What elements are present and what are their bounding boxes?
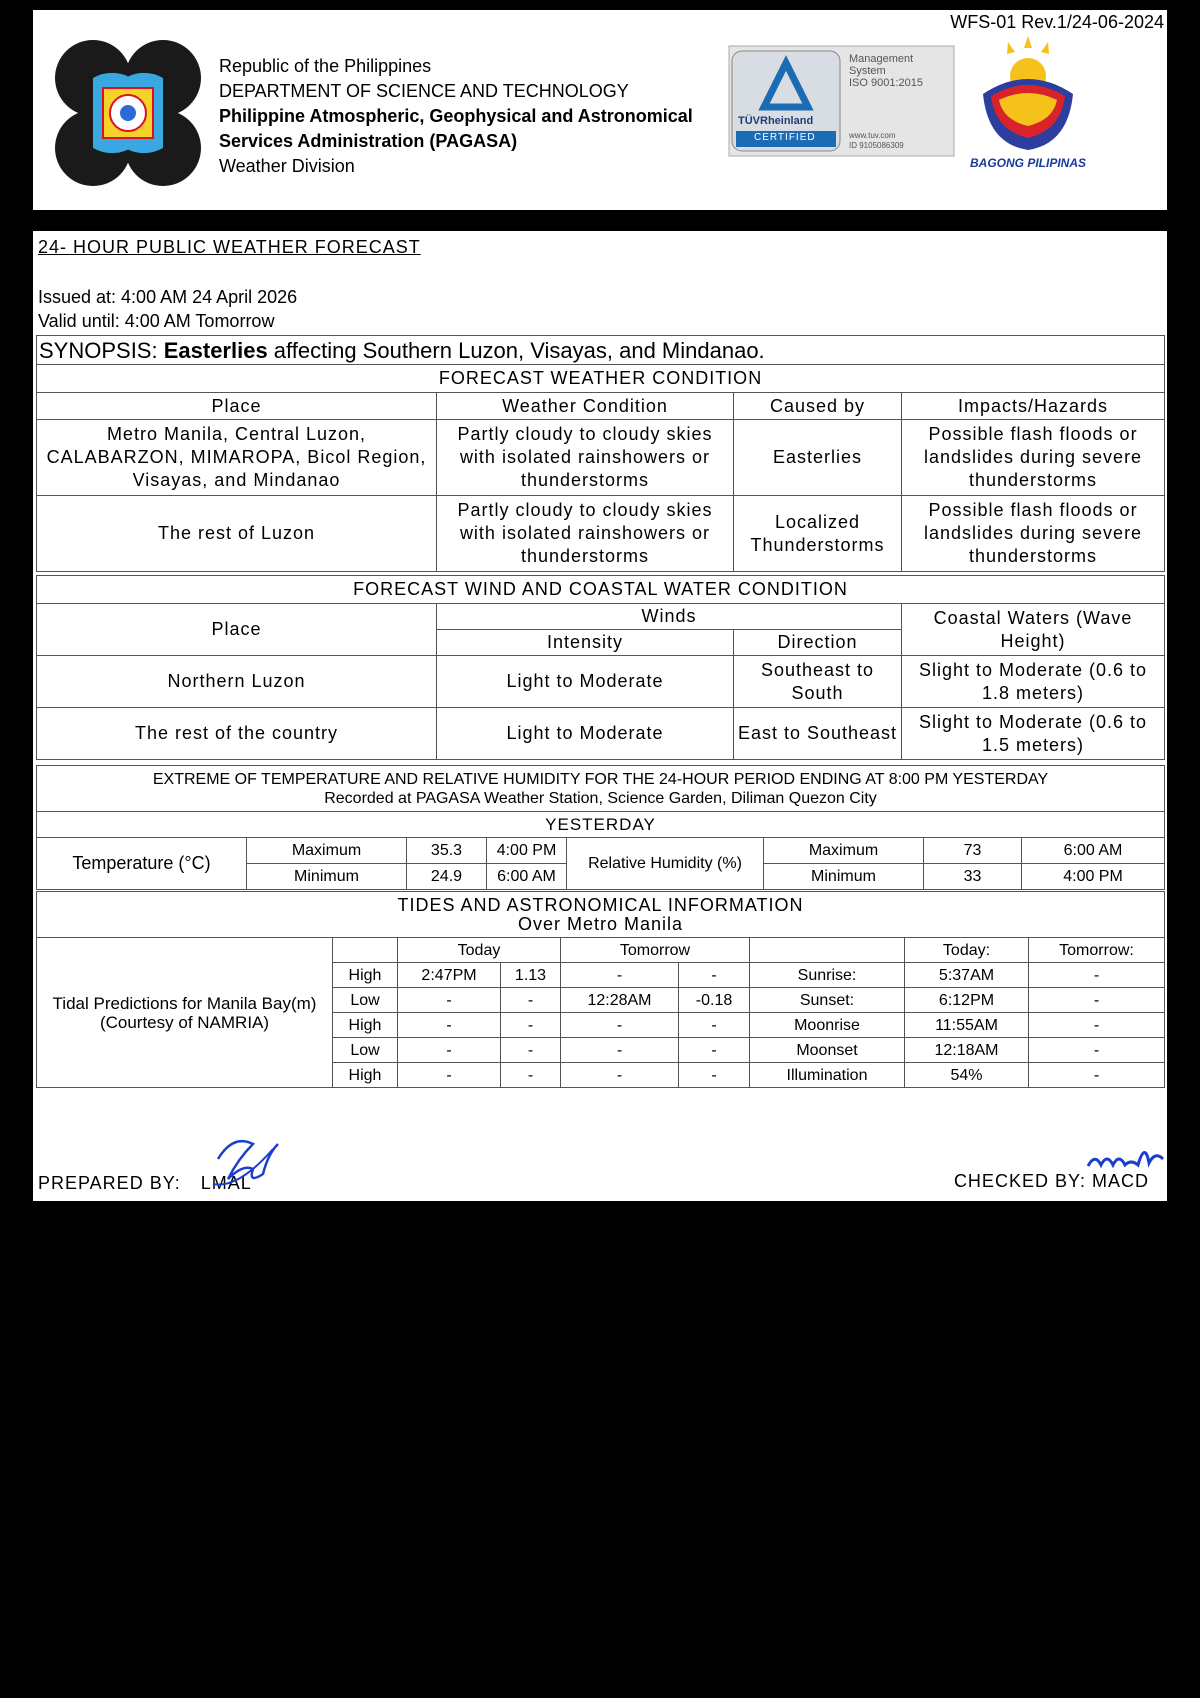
- weather-cell: Partly cloudy to cloudy skies with isolated rainshowers or thunderstorms: [437, 496, 734, 572]
- letterhead: [33, 10, 1167, 210]
- tuv-line1: Management: [849, 53, 914, 65]
- tidal-predictions-label: Tidal Predictions for Manila Bay(m) (Courtesy of NAMRIA): [37, 938, 333, 1088]
- table-row: [37, 708, 1165, 760]
- col-caused-by: Caused by: [734, 393, 902, 420]
- direction-cell: Southeast to South: [734, 656, 902, 708]
- table-row: High 2:47PM 1.13 - - Sunrise: 5:37AM -: [37, 963, 1165, 988]
- forecast-wind-heading: FORECAST WIND AND COASTAL WATER CONDITION: [37, 576, 1165, 604]
- forecast-weather-heading: FORECAST WEATHER CONDITION: [37, 365, 1165, 393]
- place-cell: Northern Luzon: [37, 656, 437, 708]
- temperature-label: Temperature (°C): [37, 838, 247, 890]
- tides-table: [36, 891, 1165, 1088]
- pagasa-line-1: Philippine Atmospheric, Geophysical and Astronomical: [219, 106, 693, 126]
- temp-max-label: Maximum: [247, 838, 407, 864]
- table-row: Low - - 12:28AM -0.18 Sunset: 6:12PM -: [37, 988, 1165, 1013]
- temp-min-time: 6:00 AM: [487, 864, 567, 890]
- yesterday-label: YESTERDAY: [37, 812, 1165, 838]
- weather-cell: Partly cloudy to cloudy skies with isolated rainshowers or thunderstorms: [437, 420, 734, 496]
- agency-name: [219, 54, 693, 179]
- cause-cell: Easterlies: [734, 420, 902, 496]
- tuv-certified: CERTIFIED: [754, 132, 816, 143]
- col-wind-place: Place: [37, 604, 437, 656]
- checked-by-signature: [1083, 1131, 1167, 1181]
- table-row: High - - - - Moonrise 11:55AM -: [37, 1013, 1165, 1038]
- table-row: [37, 420, 1165, 496]
- pagasa-logo: [53, 38, 203, 188]
- checked-by-name: MACD: [1092, 1171, 1149, 1191]
- table-row: [37, 656, 1165, 708]
- place-cell: Metro Manila, Central Luzon, CALABARZON, MIMAROPA, Bicol Region, Visayas, and Mindanao: [37, 420, 437, 496]
- republic-line: Republic of the Philippines: [219, 56, 432, 76]
- prepared-by-name: LMAL: [200, 1173, 252, 1193]
- humidity-label: Relative Humidity (%): [567, 838, 764, 890]
- form-code: WFS-01 Rev.1/24-06-2024: [950, 12, 1164, 32]
- col-weather-condition: Weather Condition: [437, 393, 734, 420]
- pagasa-line-2: Services Administration (PAGASA): [219, 131, 518, 151]
- dost-line: DEPARTMENT OF SCIENCE AND TECHNOLOGY: [219, 81, 629, 101]
- table-row: [37, 496, 1165, 572]
- tides-tomorrow-header: Tomorrow: [561, 938, 750, 963]
- astro-today-header: Today:: [905, 938, 1029, 963]
- forecast-document: [33, 231, 1167, 1201]
- place-cell: The rest of the country: [37, 708, 437, 760]
- rh-min-value: 33: [924, 864, 1022, 890]
- direction-cell: East to Southeast: [734, 708, 902, 760]
- table-row: High - - - - Illumination 54% -: [37, 1063, 1165, 1088]
- division-line: Weather Division: [219, 156, 355, 176]
- forecast-weather-table: [36, 335, 1165, 572]
- impact-cell: Possible flash floods or landslides during severe thunderstorms: [902, 496, 1165, 572]
- valid-until: Valid until: 4:00 AM Tomorrow: [38, 311, 275, 331]
- temp-min-label: Minimum: [247, 864, 407, 890]
- col-impacts: Impacts/Hazards: [902, 393, 1165, 420]
- rh-max-value: 73: [924, 838, 1022, 864]
- extremes-heading: EXTREME OF TEMPERATURE AND RELATIVE HUMIDITY FOR THE 24-HOUR PERIOD ENDING AT 8:00 PM YESTERDAY Recorded at PAGASA Weather Station, Science Garden, Diliman Quezon City: [37, 766, 1165, 812]
- rh-min-time: 4:00 PM: [1022, 864, 1165, 890]
- checked-by-label: CHECKED BY:: [953, 1171, 1086, 1191]
- bagong-pilipinas-logo: [963, 34, 1093, 174]
- temp-max-time: 4:00 PM: [487, 838, 567, 864]
- table-row: Low - - - - Moonset 12:18AM -: [37, 1038, 1165, 1063]
- document-title: 24- HOUR PUBLIC WEATHER FORECAST: [38, 237, 421, 257]
- bagong-pilipinas-label: BAGONG PILIPINAS: [969, 156, 1086, 170]
- tides-today-header: Today: [398, 938, 561, 963]
- temp-min-value: 24.9: [407, 864, 487, 890]
- col-direction: Direction: [734, 630, 902, 656]
- tuv-line2: System: [849, 65, 886, 77]
- rh-max-label: Maximum: [764, 838, 924, 864]
- wave-cell: Slight to Moderate (0.6 to 1.5 meters): [902, 708, 1165, 760]
- tides-heading: TIDES AND ASTRONOMICAL INFORMATION Over Metro Manila: [37, 892, 1165, 938]
- rh-min-label: Minimum: [764, 864, 924, 890]
- extremes-table: [36, 765, 1165, 890]
- forecast-wind-table: [36, 575, 1165, 760]
- tuv-line4: www.tuv.com: [849, 131, 896, 140]
- issued-at: Issued at: 4:00 AM 24 April 2026: [38, 287, 298, 307]
- tuv-line5: ID 9105086309: [849, 141, 904, 150]
- impact-cell: Possible flash floods or landslides during severe thunderstorms: [902, 420, 1165, 496]
- intensity-cell: Light to Moderate: [437, 656, 734, 708]
- tuv-certification-badge: [728, 45, 955, 157]
- temp-max-value: 35.3: [407, 838, 487, 864]
- tuv-brand: TÜVRheinland: [738, 115, 814, 127]
- bagong-pilipinas-emblem: [963, 34, 1093, 156]
- col-winds: Winds: [437, 604, 902, 630]
- col-place: Place: [37, 393, 437, 420]
- col-intensity: Intensity: [437, 630, 734, 656]
- col-coastal: Coastal Waters (Wave Height): [902, 604, 1165, 656]
- cause-cell: Localized Thunderstorms: [734, 496, 902, 572]
- tuv-line3: ISO 9001:2015: [849, 77, 924, 89]
- prepared-by-label: PREPARED BY:: [38, 1173, 181, 1193]
- rh-max-time: 6:00 AM: [1022, 838, 1165, 864]
- astro-tomorrow-header: Tomorrow:: [1029, 938, 1165, 963]
- synopsis: SYNOPSIS: Easterlies affecting Southern Luzon, Visayas, and Mindanao.: [37, 336, 1165, 365]
- place-cell: The rest of Luzon: [37, 496, 437, 572]
- intensity-cell: Light to Moderate: [437, 708, 734, 760]
- prepared-by-signature: [208, 1129, 288, 1194]
- wave-cell: Slight to Moderate (0.6 to 1.8 meters): [902, 656, 1165, 708]
